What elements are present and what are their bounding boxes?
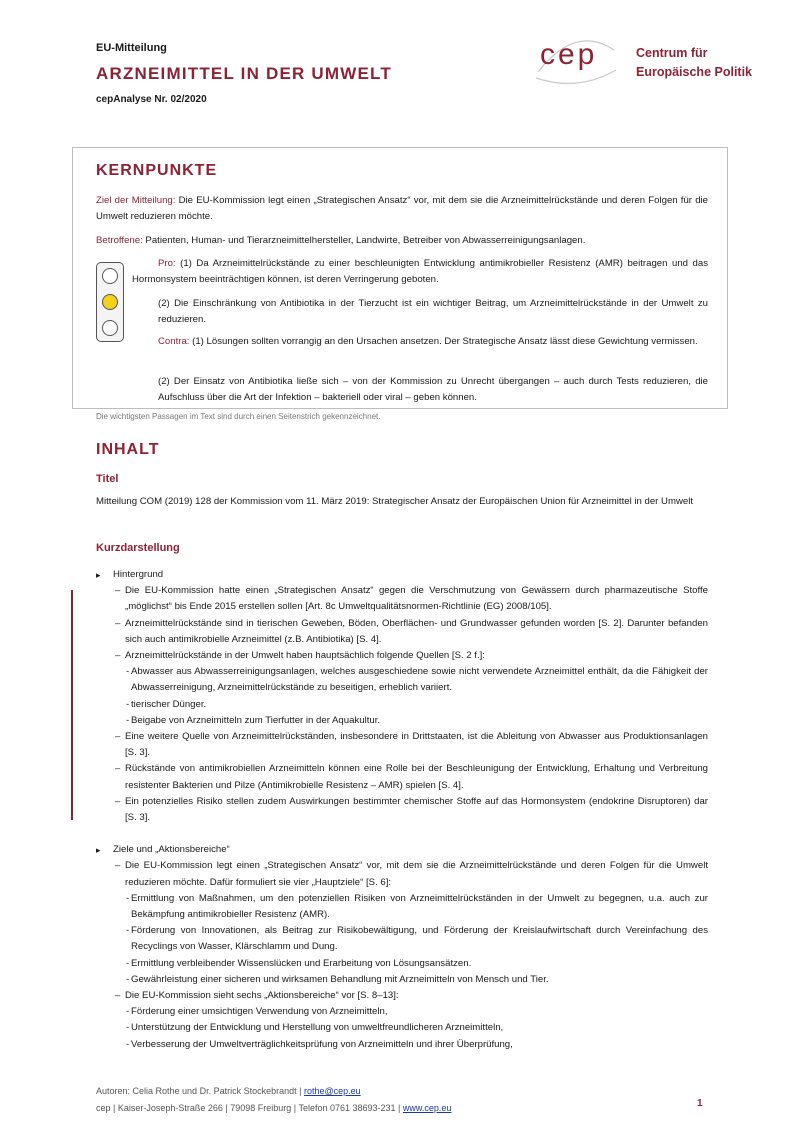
sub-list-item: - tierischer Dünger. [96,697,708,713]
document-type: EU-Mitteilung [96,42,167,54]
logo-line-1: Centrum für [636,46,708,60]
page-number: 1 [697,1098,703,1109]
list-item: – Ein potenzielles Risiko stellen zudem Auswirkungen bestimmter chemischer Stoffe auf das Hormonsystem (endokrine Disruptoren) dar [S. 3]. [96,794,708,826]
kernpunkte-heading: KERNPUNKTE [96,162,218,179]
traffic-light-bottom-lamp [102,320,118,336]
pro-paragraph-2: (2) Die Einschränkung von Antibiotika in der Tierzucht ist ein wichtiger Beitrag, um Arzneimittelrückstände in der Umwelt zu reduzieren. [158,298,708,325]
ziel-paragraph [96,193,708,225]
footer-authors: Autoren: Celia Rothe und Dr. Patrick Stockebrandt | [96,1086,304,1096]
ziel-text: Die EU-Kommission legt einen „Strategischen Ansatz“ vor, mit dem sie die Arzneimittelrückstände und deren Folgen für die Umwelt reduzieren möchte. [96,195,708,222]
titel-text: Mitteilung COM (2019) 128 der Kommission vom 11. März 2019: Strategischer Ansatz der Europäischen Union für Arzneimittel in der Umwelt [96,496,694,507]
list-item-ziele: ▸ Ziele und „Aktionsbereiche“ [96,842,708,858]
betroffene-label: Betroffene: [96,235,143,246]
list-item: – Arzneimittelrückstände sind in tierischen Geweben, Böden, Oberflächen- und Grundwasser gefunden worden [S. 2]. Darunter befanden sich auch antimikrobielle Arzneimittel (z.B. Antibiotika) [S. 4]. [96,616,708,648]
inhalt-heading: INHALT [96,441,160,458]
footer-address: cep | Kaiser-Joseph-Straße 266 | 79098 Freiburg | Telefon 0761 38693-231 | [96,1103,403,1113]
sub-list-item: - Abwasser aus Abwasserreinigungsanlagen, welches ausgeschiedene sowie nicht verwendete Arzneimittel enthält, da die Fähigkeit der Abwasserreinigung, Arzneimittelrückstände zu beseitigen, erheblich variiert. [96,664,708,696]
list-item: – Die EU-Kommission hatte einen „Strategischen Ansatz“ gegen die Verschmutzung von Gewässern durch pharmazeutische Stoffe „möglichst“ bis Ende 2015 erstellen sollen [Art. 8c Umweltqualitätsnormen-Richtlinie (EG) 2008/105]. [96,583,708,615]
sidebar-note: Die wichtigsten Passagen im Text sind durch einen Seitenstrich gekennzeichnet. [96,412,381,421]
betroffene-text: Patienten, Human- und Tierarzneimittelhersteller, Landwirte, Betreiber von Abwasserreinigungsanlagen. [142,235,586,246]
cep-logo-text [636,44,752,82]
contra-label: Contra: [158,336,190,347]
list-item-hintergrund: ▸ Hintergrund [96,567,708,583]
traffic-light-top-lamp [102,268,118,284]
sub-list-item: - Ermittlung verbleibender Wissenslücken und Erarbeitung von Lösungsansätzen. [96,956,708,972]
traffic-light-middle-lamp [102,294,118,310]
pro-paragraph-1 [132,256,708,288]
list-item: – Die EU-Kommission sieht sechs „Aktionsbereiche“ vor [S. 8–13]: [96,988,708,1004]
sub-list-item: - Förderung einer umsichtigen Verwendung von Arzneimitteln, [96,1004,708,1020]
author-email-link[interactable]: rothe@cep.eu [303,1086,361,1096]
sub-list-item: - Beigabe von Arzneimitteln zum Tierfutter in der Aquakultur. [96,713,708,729]
sub-list-item: - Unterstützung der Entwicklung und Herstellung von umweltfreundlicheren Arzneimitteln, [96,1020,708,1036]
list-item: – Arzneimittelrückstände in der Umwelt haben hauptsächlich folgende Quellen [S. 2 f.]: [96,648,708,664]
contra-paragraph-2: (2) Der Einsatz von Antibiotika ließe sich – von der Kommission zu Unrecht übergangen – auch durch Tests reduzieren, die Aufschluss über die Art der Infektion – bakteriell oder viral – geben können. [158,376,708,403]
ziel-label: Ziel der Mitteilung: [96,195,176,206]
traffic-light-icon [96,262,124,342]
pro-text-1: (1) Da Arzneimittelrückstände zu einer beschleunigten Entwicklung antimikrobieller Resistenz (AMR) beitragen und das Hormonsystem beeinträchtigen können, ist deren Verringerung geboten. [132,258,708,285]
sub-list-item: - Verbesserung der Umweltverträglichkeitsprüfung von Arzneimitteln und ihrer Überprüfung, [96,1037,708,1053]
list-spacer [96,826,708,842]
kurzdarstellung-list [96,567,708,1053]
titel-heading: Titel [96,473,119,485]
betroffene-paragraph [96,233,708,249]
list-item: – Rückstände von antimikrobiellen Arzneimitteln können eine Rolle bei der Beschleunigung der Entwicklung, Erhaltung und Verbreitung resistenter Bakterien und Pilze (Antimikrobielle Resistenz – AMR) spielen [S. 4]. [96,761,708,793]
footer-address-line [96,1100,451,1117]
contra-text-1: (1) Lösungen sollten vorrangig an den Ursachen ansetzen. Der Strategische Ansatz lässt diese Gewichtung vermissen. [189,336,698,347]
website-link[interactable]: www.cep.eu [402,1103,452,1113]
list-item: – Eine weitere Quelle von Arzneimittelrückständen, insbesondere in Drittstaaten, ist die Ableitung von Abwasser aus Produktionsanlagen [S. 3]. [96,729,708,761]
logo-line-2: Europäische Politik [636,65,753,79]
footer [96,1083,451,1117]
kurzdarstellung-heading: Kurzdarstellung [96,542,180,554]
pro-label: Pro: [158,258,176,269]
sub-list-item: - Gewährleistung einer sicheren und wirksamen Behandlung mit Arzneimitteln von Mensch und Tier. [96,972,708,988]
cep-logo: cep [540,38,598,71]
sub-list-item: - Förderung von Innovationen, als Beitrag zur Risikobewältigung, und Förderung der Kreislaufwirtschaft durch Vereinfachung des Recyclings von Wasser, Klärschlamm und Dung. [96,923,708,955]
sub-list-item: - Ermittlung von Maßnahmen, um den potenziellen Risiken von Arzneimittelrückständen in der Umwelt zu begegnen, u.a. auch zur Bekämpfung antimikrobieller Resistenz (AMR). [96,891,708,923]
contra-paragraph-1 [158,334,708,350]
footer-authors-line [96,1083,451,1100]
important-passage-marker [71,590,73,820]
list-item: – Die EU-Kommission legt einen „Strategischen Ansatz“ vor, mit dem sie die Arzneimittelrückstände und deren Folgen für die Umwelt reduzieren möchte. Dafür formuliert sie vier „Hauptziele“ [S. 6]: [96,858,708,890]
analysis-number: cepAnalyse Nr. 02/2020 [96,94,207,105]
document-title: ARZNEIMITTEL IN DER UMWELT [96,64,392,83]
